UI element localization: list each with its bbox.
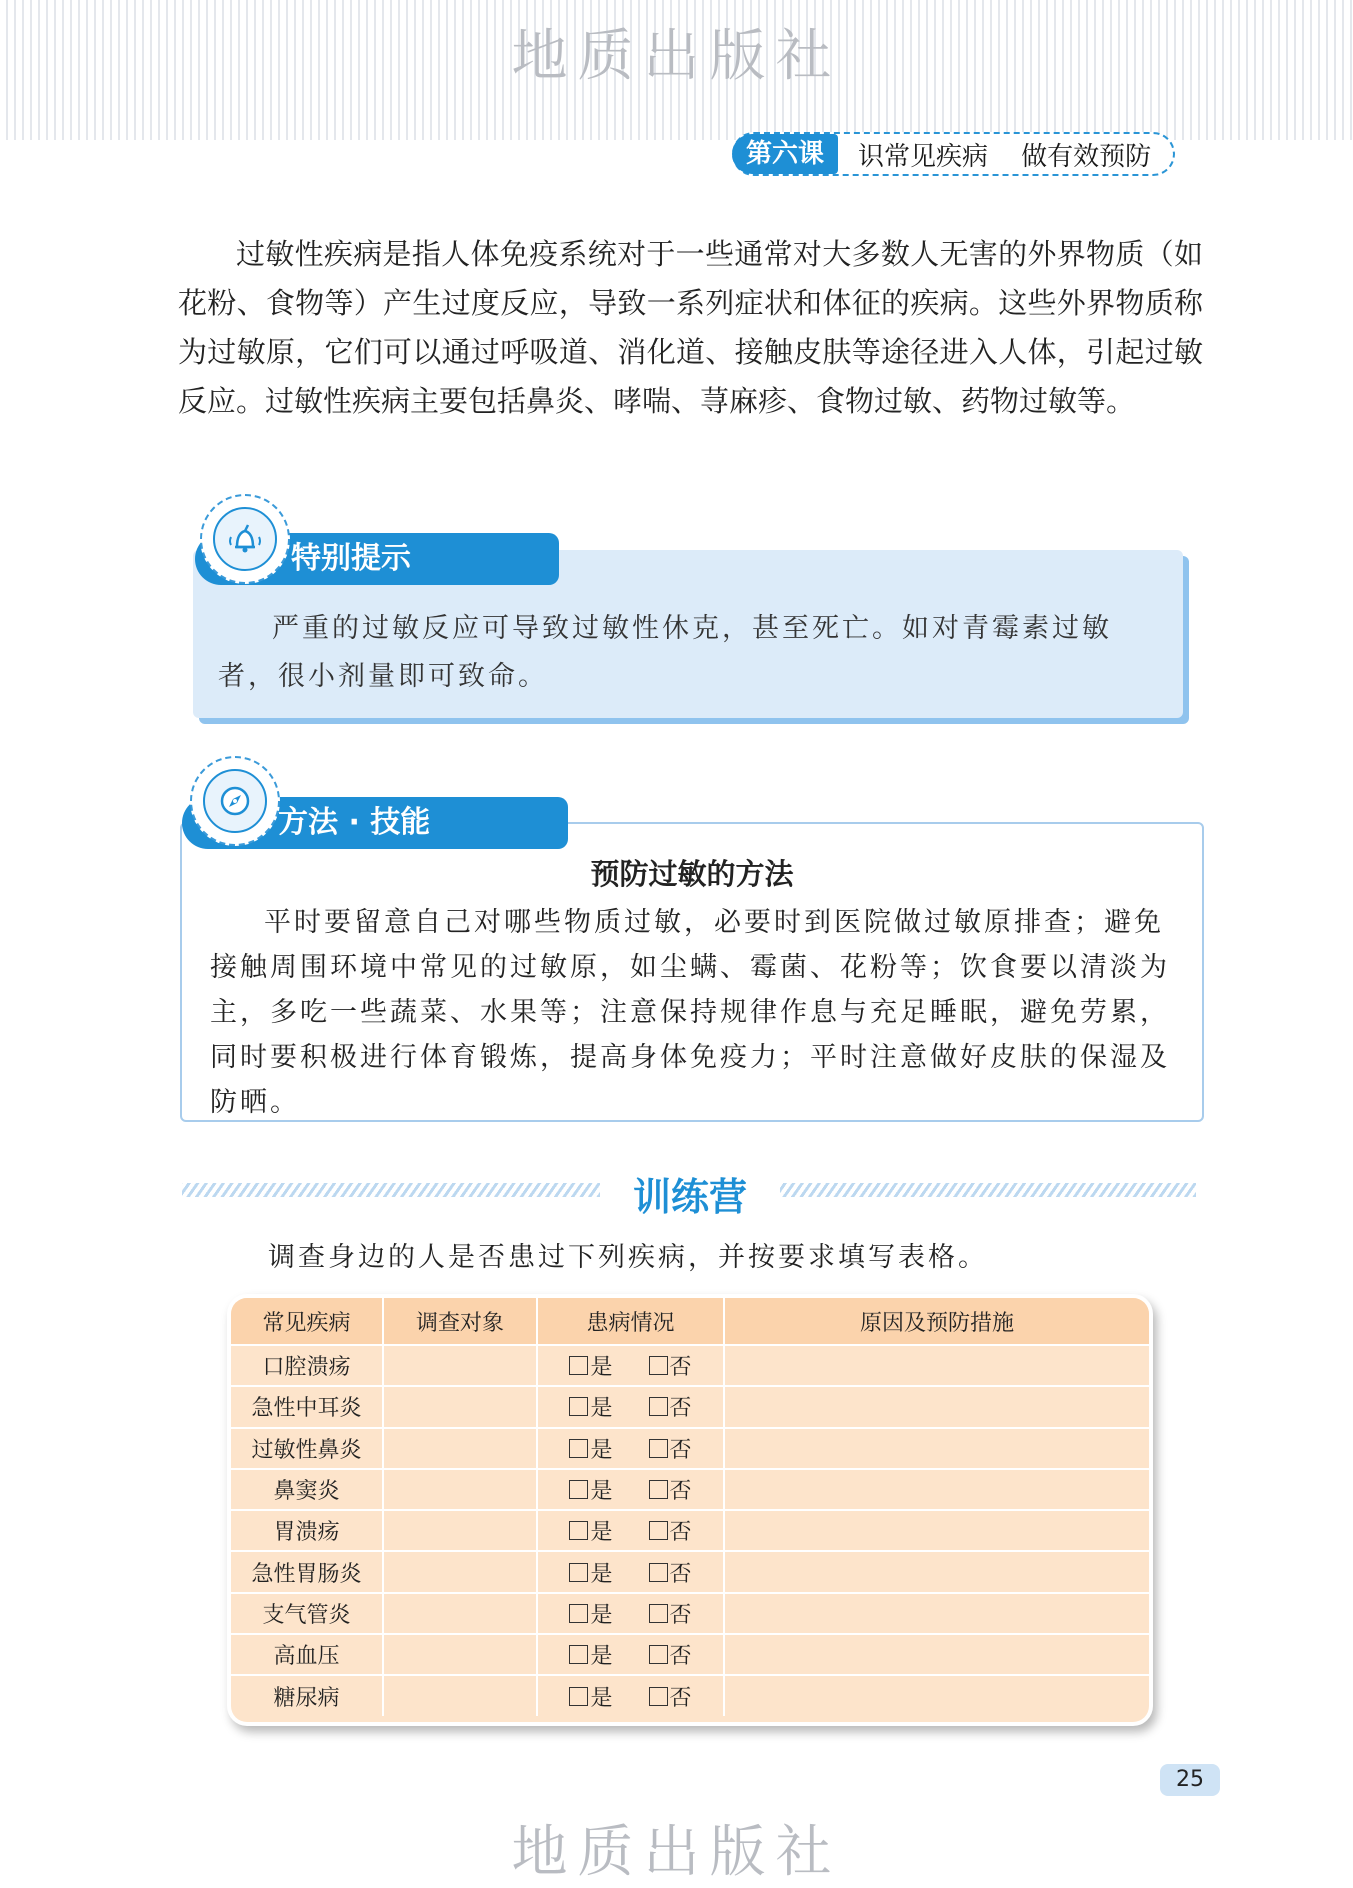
checkbox-square[interactable]: [649, 1480, 668, 1499]
checkbox-square[interactable]: [569, 1645, 588, 1664]
yes-label: 是: [590, 1396, 613, 1422]
yes-checkbox[interactable]: [569, 1515, 612, 1546]
disease-name: 口腔溃疡: [231, 1345, 383, 1386]
yes-checkbox[interactable]: [569, 1681, 612, 1712]
checkbox-square[interactable]: [569, 1604, 588, 1623]
table-row: [231, 1551, 1149, 1592]
disease-name: 糖尿病: [231, 1675, 383, 1715]
table-row: [231, 1386, 1149, 1427]
survey-table: [231, 1298, 1149, 1722]
header-disease: 常见疾病: [231, 1298, 383, 1345]
cause-prevention-cell[interactable]: [724, 1386, 1149, 1427]
cause-prevention-cell[interactable]: [724, 1510, 1149, 1551]
disease-name: 鼻窦炎: [231, 1469, 383, 1510]
method-text: 平时要留意自己对哪些物质过敏，必要时到医院做过敏原排查；避免接触周围环境中常见的过敏原，如尘螨、霉菌、花粉等；饮食要以清淡为主，多吃一些蔬菜、水果等；注意保持规律作息与充足睡眠，避免劳累，同时要积极进行体育锻炼，提高身体免疫力；平时注意做好皮肤的保湿及防晒。: [210, 907, 1170, 1118]
yes-label: 是: [590, 1644, 613, 1670]
intro-paragraph: 过敏性疾病是指人体免疫系统对于一些通常对大多数人无害的外界物质（如花粉、食物等）产生过度反应，导致一系列症状和体征的疾病。这些外界物质称为过敏原，它们可以通过呼吸道、消化道、接触皮肤等途径进入人体，引起过敏反应。过敏性疾病主要包括鼻炎、哮喘、荨麻疹、食物过敏、药物过敏等。: [178, 237, 1203, 418]
yes-label: 是: [590, 1520, 613, 1546]
disease-name: 高血压: [231, 1634, 383, 1675]
checkbox-square[interactable]: [649, 1356, 668, 1375]
status-cell: [537, 1345, 724, 1386]
status-cell: [537, 1386, 724, 1427]
no-checkbox[interactable]: [649, 1639, 692, 1670]
subject-cell[interactable]: [383, 1428, 537, 1469]
method-skill-tab: 方法 · 技能: [182, 797, 568, 849]
no-label: 否: [669, 1685, 692, 1711]
disease-name: 急性中耳炎: [231, 1386, 383, 1427]
subject-cell[interactable]: [383, 1675, 537, 1715]
checkbox-square[interactable]: [649, 1604, 668, 1623]
table-row: [231, 1428, 1149, 1469]
lesson-number: 第六课: [732, 134, 838, 174]
no-checkbox[interactable]: [649, 1474, 692, 1505]
no-label: 否: [669, 1355, 692, 1381]
divider-left: [182, 1183, 600, 1197]
checkbox-square[interactable]: [569, 1687, 588, 1706]
subject-cell[interactable]: [383, 1386, 537, 1427]
cause-prevention-cell[interactable]: [724, 1428, 1149, 1469]
subject-cell[interactable]: [383, 1345, 537, 1386]
status-cell: [537, 1428, 724, 1469]
checkbox-square[interactable]: [569, 1397, 588, 1416]
bell-icon: [200, 494, 290, 584]
table-row: [231, 1675, 1149, 1715]
no-label: 否: [669, 1396, 692, 1422]
method-title: 预防过敏的方法: [590, 857, 794, 891]
no-checkbox[interactable]: [649, 1681, 692, 1712]
checkbox-square[interactable]: [569, 1563, 588, 1582]
table-row: [231, 1469, 1149, 1510]
no-checkbox[interactable]: [649, 1391, 692, 1422]
cause-prevention-cell[interactable]: [724, 1469, 1149, 1510]
subject-cell[interactable]: [383, 1469, 537, 1510]
status-cell: [537, 1551, 724, 1592]
checkbox-square[interactable]: [649, 1645, 668, 1664]
yes-label: 是: [590, 1437, 613, 1463]
status-cell: [537, 1634, 724, 1675]
training-instruction: 调查身边的人是否患过下列疾病，并按要求填写表格。: [268, 1242, 988, 1273]
subject-cell[interactable]: [383, 1593, 537, 1634]
disease-name: 急性胃肠炎: [231, 1551, 383, 1592]
special-tip-text: 严重的过敏反应可导致过敏性休克，甚至死亡。如对青霉素过敏者，很小剂量即可致命。: [218, 613, 1112, 692]
disease-name: 过敏性鼻炎: [231, 1428, 383, 1469]
cause-prevention-cell[interactable]: [724, 1345, 1149, 1386]
checkbox-square[interactable]: [569, 1439, 588, 1458]
yes-checkbox[interactable]: [569, 1639, 612, 1670]
lesson-title: 识常见疾病 做有效预防: [858, 141, 1152, 172]
yes-label: 是: [590, 1602, 613, 1628]
yes-checkbox[interactable]: [569, 1474, 612, 1505]
subject-cell[interactable]: [383, 1510, 537, 1551]
divider-right: [780, 1183, 1196, 1197]
checkbox-square[interactable]: [569, 1480, 588, 1499]
yes-checkbox[interactable]: [569, 1433, 612, 1464]
yes-checkbox[interactable]: [569, 1598, 612, 1629]
no-checkbox[interactable]: [649, 1557, 692, 1588]
checkbox-square[interactable]: [569, 1356, 588, 1375]
table-row: [231, 1510, 1149, 1551]
compass-icon: [190, 756, 280, 846]
checkbox-square[interactable]: [649, 1439, 668, 1458]
table-row: [231, 1593, 1149, 1634]
lesson-header: [732, 132, 1175, 176]
subject-cell[interactable]: [383, 1634, 537, 1675]
checkbox-square[interactable]: [649, 1687, 668, 1706]
publisher-watermark-top: 地质出版社: [511, 24, 842, 89]
no-checkbox[interactable]: [649, 1350, 692, 1381]
special-tip-tab: 特别提示: [195, 533, 559, 585]
checkbox-square[interactable]: [649, 1397, 668, 1416]
table-row: [231, 1634, 1149, 1675]
publisher-watermark-bottom: 地质出版社: [511, 1820, 842, 1885]
table-header-row: [231, 1298, 1149, 1345]
no-label: 否: [669, 1602, 692, 1628]
header-cause-prevention: 原因及预防措施: [724, 1298, 1149, 1345]
cause-prevention-cell[interactable]: [724, 1551, 1149, 1592]
cause-prevention-cell[interactable]: [724, 1593, 1149, 1634]
page-number: 25: [1160, 1764, 1220, 1796]
header-status: 患病情况: [537, 1298, 724, 1345]
cause-prevention-cell[interactable]: [724, 1675, 1149, 1715]
yes-checkbox[interactable]: [569, 1391, 612, 1422]
disease-name: 支气管炎: [231, 1593, 383, 1634]
checkbox-square[interactable]: [649, 1563, 668, 1582]
cause-prevention-cell[interactable]: [724, 1634, 1149, 1675]
status-cell: [537, 1469, 724, 1510]
subject-cell[interactable]: [383, 1551, 537, 1592]
no-checkbox[interactable]: [649, 1433, 692, 1464]
disease-name: 胃溃疡: [231, 1510, 383, 1551]
no-label: 否: [669, 1479, 692, 1505]
status-cell: [537, 1510, 724, 1551]
status-cell: [537, 1675, 724, 1715]
yes-label: 是: [590, 1355, 613, 1381]
yes-checkbox[interactable]: [569, 1350, 612, 1381]
yes-label: 是: [590, 1685, 613, 1711]
header-subject: 调查对象: [383, 1298, 537, 1345]
training-title: 训练营: [632, 1175, 747, 1219]
no-checkbox[interactable]: [649, 1598, 692, 1629]
table-row: [231, 1345, 1149, 1386]
status-cell: [537, 1593, 724, 1634]
yes-label: 是: [590, 1479, 613, 1505]
yes-label: 是: [590, 1561, 613, 1587]
no-label: 否: [669, 1561, 692, 1587]
no-label: 否: [669, 1520, 692, 1546]
no-label: 否: [669, 1437, 692, 1463]
checkbox-square[interactable]: [649, 1521, 668, 1540]
yes-checkbox[interactable]: [569, 1557, 612, 1588]
no-checkbox[interactable]: [649, 1515, 692, 1546]
no-label: 否: [669, 1644, 692, 1670]
checkbox-square[interactable]: [569, 1521, 588, 1540]
